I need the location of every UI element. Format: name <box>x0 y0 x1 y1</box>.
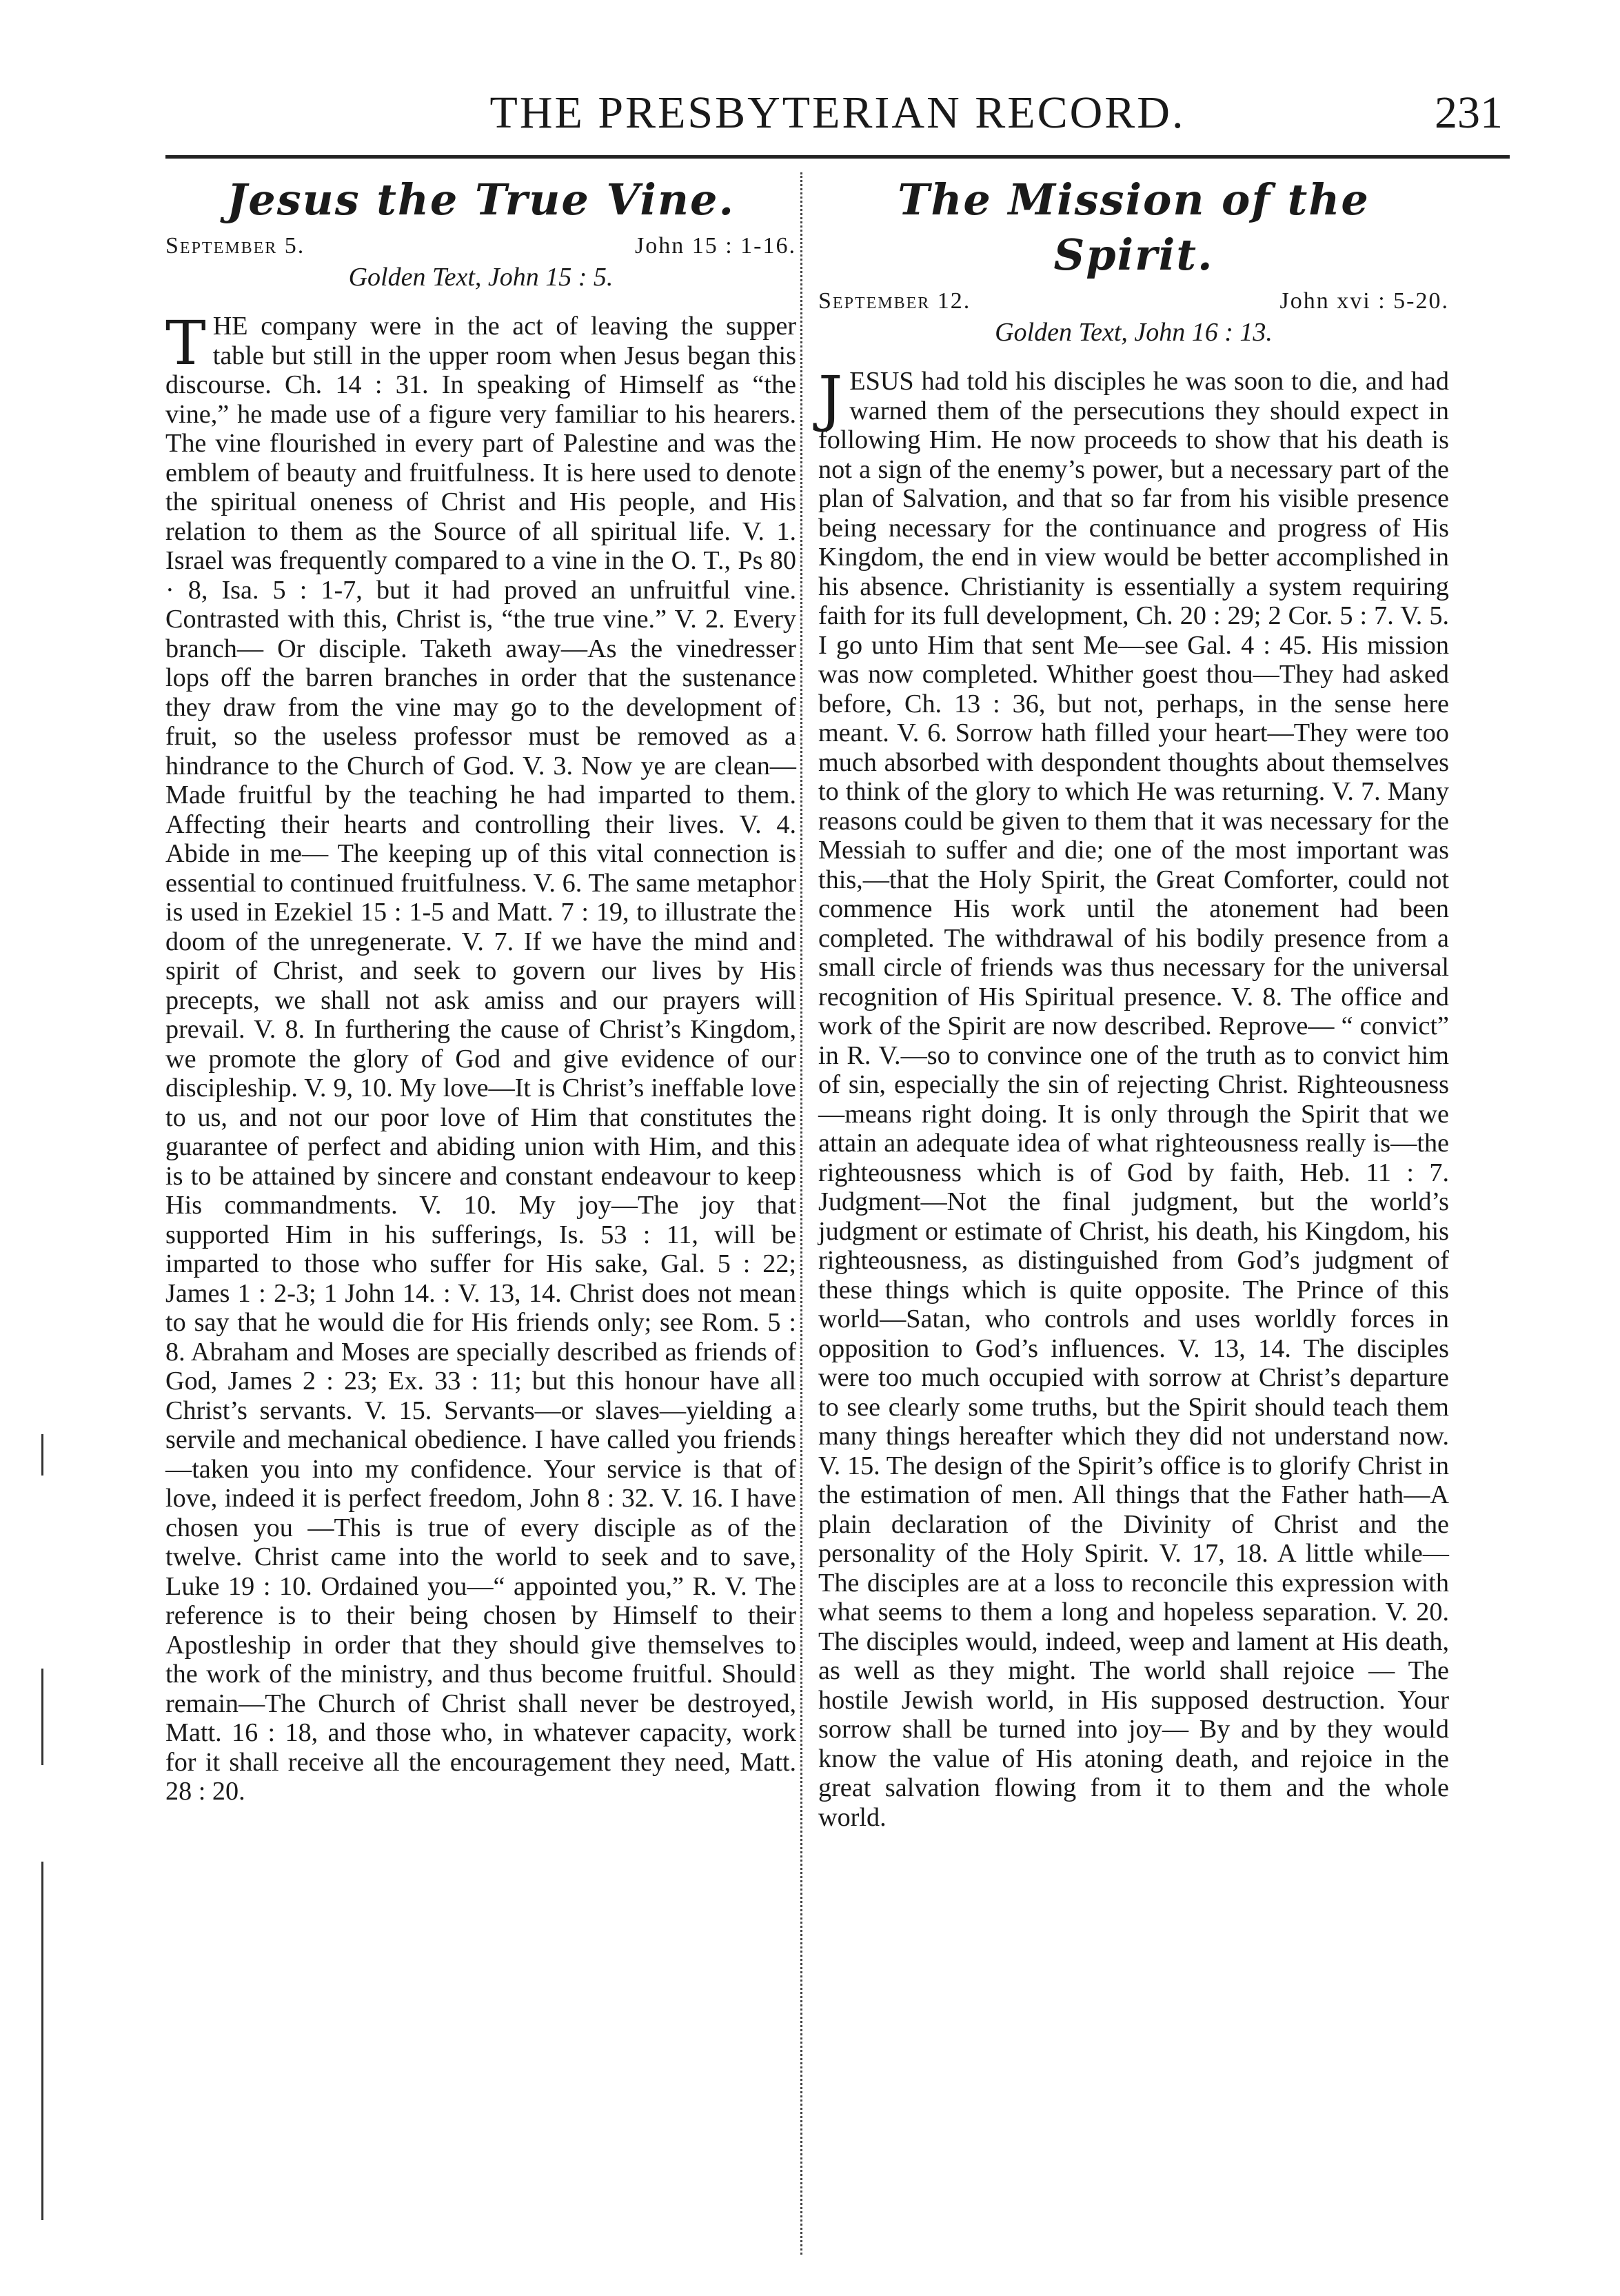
lesson-title: Jesus the True Vine. <box>226 174 736 225</box>
header-rule <box>165 155 1510 159</box>
scripture-reference: John 15 : 1-16. <box>635 233 796 259</box>
scan-mark <box>41 1862 43 2220</box>
golden-text: Golden Text, John 16 : 13. <box>995 318 1273 347</box>
lesson-reference-line <box>818 287 1449 316</box>
column-divider <box>800 172 802 2255</box>
lesson-title: The Mission of the Spirit. <box>898 174 1370 280</box>
scan-mark <box>41 1434 43 1476</box>
golden-text: Golden Text, John 15 : 5. <box>348 263 614 292</box>
lesson-date: September 5. <box>165 233 305 259</box>
lesson-body <box>165 308 796 1806</box>
lesson-date: September 12. <box>818 288 971 314</box>
drop-cap: T <box>165 308 206 379</box>
lesson-body-text: ESUS had told his disciples he was soon to die, and had warned them of the persecutions they should expect in following Him. He now proceeds to show that his death is not a sign of the enemy’s power, but a necessary part of the plan of Salvation, and that so far from his visible presence being necessary for the continuance and progress of His Kingdom, the end in view would be better accomplished in his absence. Christianity is essentially a system requiring faith for its full development, Ch. 20 : 29; 2 Cor. 5 : 7. V. 5. I go unto Him that sent Me—see Gal. 4 : 45. His mission was now completed. Whither goest thou—They had asked before, Ch. 13 : 36, but not, perhaps, in the sense here meant. V. 6. Sorrow hath filled your heart—They were too much absorbed with despondent thoughts about themselves to think of the glory to which He was returning. V. 7. Many reasons could be given to them that it was necessary for the Messiah to suffer and die; one of the most important was this,—that the Holy Spirit, the Great Comforter, could not commence His work until the atonement had been completed. The withdrawal of his bodily presence from a small circle of friends was thus necessary for the universal recognition of His Spiritual presence. V. 8. The office and work of the Spirit are now described. Reprove— “ convict” in R. V.—so to convince one of the truth as to convict him of sin, especially the sin of rejecting Christ. Righteousness—means right doing. It is only through the Spirit that we attain an adequate idea of what righteousness really is—the righteousness which is of God by faith, Heb. 11 : 7. Judgment—Not the final judgment, but the world’s judgment or estimate of Christ, his death, his Kingdom, his righteousness, as distinguished from God’s judgment of these things which is quite opposite. The Prince of this world—Satan, who controls and uses worldly forces in opposition to God’s influences. V. 13, 14. The disciples were too much occupied with sorrow at Christ’s departure to see clearly some truths, but the Spirit should teach them many things hereafter which they did not understand now. V. 15. The design of the Spirit’s office is to glorify Christ in the estimation of men. All things that the Father hath—A plain declaration of the Divinity of Christ and the personality of the Holy Spirit. V. 17, 18. A little while—The disciples are at a loss to reconcile this expression with what seems to them a long and hopeless separation. V. 20. The disciples would, indeed, weep and lament at His death, as well as they might. The world shall rejoice — The hostile Jewish world, in His supposed destruction. Your sorrow shall be turned into joy— By and by they would know the value of His atoning death, and rejoice in the great salvation flowing from it to them and the whole world. <box>818 367 1449 1832</box>
page-number: 231 <box>1435 88 1503 138</box>
scripture-reference: John xvi : 5-20. <box>1279 288 1449 314</box>
journal-title: THE PRESBYTERIAN RECORD. <box>489 88 1186 138</box>
scan-mark <box>41 1669 43 1765</box>
lesson-body-text: HE company were in the act of leaving the supper table but still in the upper room when Jesus began this discourse. Ch. 14 : 31. In speaking of Himself as “the vine,” he made use of a figure very familiar to his hearers. The vine flourished in every part of Palestine and was the emblem of beauty and fruitfulness. It is here used to denote the spiritual oneness of Christ and His people, and His relation to them as the Source of all spiritual life. V. 1. Israel was frequently compared to a vine in the O. T., Ps 80 · 8, Isa. 5 : 1-7, but it had proved an unfruitful vine. Contrasted with this, Christ is, “the true vine.” V. 2. Every branch— Or disciple. Taketh away—As the vinedresser lops off the barren branches in order that the sustenance they draw from the vine may go to the development of fruit, so the useless professor must be removed as a hindrance to the Church of God. V. 3. Now ye are clean—Made fruitful by the teaching he had imparted to them. Affecting their hearts and controlling their lives. V. 4. Abide in me— The keeping up of this vital connection is essential to continued fruitfulness. V. 6. The same metaphor is used in Ezekiel 15 : 1-5 and Matt. 7 : 19, to illustrate the doom of the unregenerate. V. 7. If we have the mind and spirit of Christ, and seek to govern our lives by His precepts, we shall not ask amiss and our prayers will prevail. V. 8. In furthering the cause of Christ’s Kingdom, we promote the glory of God and give evidence of our discipleship. V. 9, 10. My love—It is Christ’s ineffable love to us, and not our poor love of Him that constitutes the guarantee of perfect and abiding union with Him, and this is to be attained by sincere and constant endeavour to keep His commandments. V. 10. My joy—The joy that supported Him in his sufferings, Is. 53 : 11, will be imparted to those who suffer for His sake, Gal. 5 : 22; James 1 : 2-3; 1 John 14. : V. 13, 14. Christ does not mean to say that he would die for His friends only; see Rom. 5 : 8. Abraham and Moses are specially described as friends of God, James 2 : 23; Ex. 33 : 11; but this honour have all Christ’s servants. V. 15. Servants—or slaves—yielding a servile and mechanical obedience. I have called you friends—taken you into my confidence. Your service is that of love, indeed it is perfect freedom, John 8 : 32. V. 16. I have chosen you —This is true of every disciple as of the twelve. Christ came into the world to seek and to save, Luke 19 : 10. Ordained you—“ appointed you,” R. V. The reference is to their being chosen by Himself to their Apostleship in order that they should give themselves to the work of the ministry, and thus become fruitful. Should remain—The Church of Christ shall never be destroyed, Matt. 16 : 18, and those who, in whatever capacity, work for it shall receive all the encouragement they need, Matt. 28 : 20. <box>165 312 796 1806</box>
lesson-column-left <box>165 165 796 2268</box>
running-head <box>165 81 1510 143</box>
drop-cap: J <box>818 363 843 434</box>
lesson-column-right <box>818 165 1449 2268</box>
margin-scan-marks <box>41 1434 45 2262</box>
lesson-body <box>818 363 1449 1832</box>
lesson-reference-line <box>165 232 796 261</box>
